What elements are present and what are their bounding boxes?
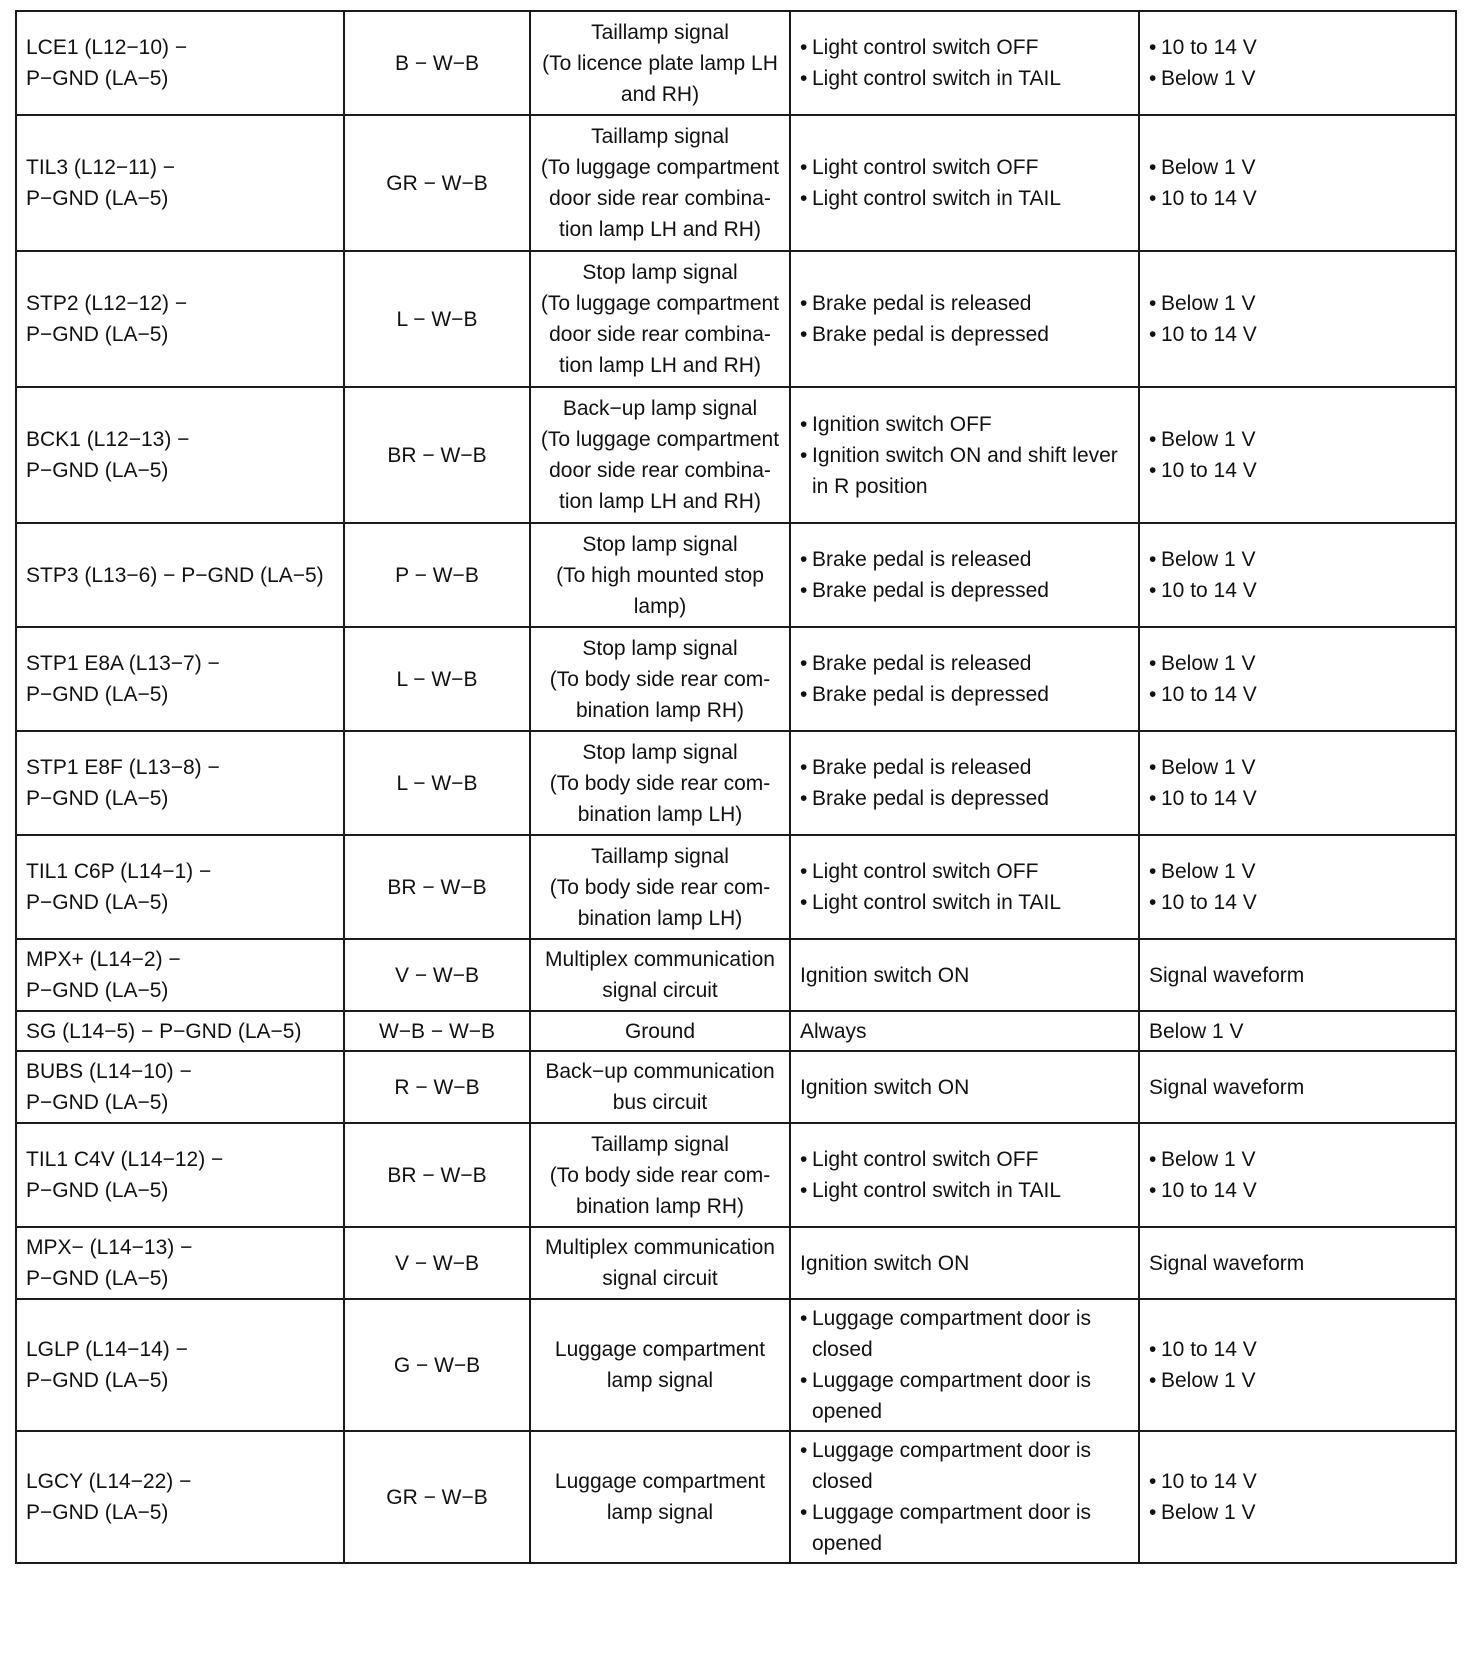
cell-line: (To body side rear com- [549,875,771,899]
condition-cell [790,11,1139,115]
cell-line: Stop lamp signal [582,532,738,556]
bullet-item: • Brake pedal is depressed [800,783,1129,814]
bullet-item: • 10 to 14 V [1149,887,1446,918]
terminal-description-cell [530,939,790,1011]
bullet-item: • Light control switch OFF [800,152,1129,183]
table-row [16,939,1456,1011]
terminal-no-cell [16,835,344,939]
wiring-color-cell: R − W−B [344,1051,530,1123]
cell-line: STP1 E8A (L13−7) − [26,652,220,675]
cell-line: (To licence plate lamp LH [542,51,778,75]
cell-line: (To body side rear com- [549,1163,771,1187]
cell-line: (To luggage compartment [540,292,780,315]
wiring-color-cell: V − W−B [344,1227,530,1299]
bullet-item: • Below 1 V [1149,1144,1446,1175]
wiring-color-cell: L − W−B [344,731,530,835]
bullet-item: • Brake pedal is released [800,288,1129,319]
cell-line: Multiplex communication [545,1236,775,1259]
cell-line: (To body side rear com- [549,667,771,691]
cell-line: signal circuit [602,979,718,1002]
terminal-description-cell [530,523,790,627]
cell-line: P−GND (LA−5) [26,1501,169,1524]
specified-condition-cell [1139,115,1456,251]
cell-line: door side rear combina- [549,323,771,346]
specified-condition-cell [1139,731,1456,835]
specified-condition-cell [1139,835,1456,939]
cell-line: P−GND (LA−5) [26,1179,169,1202]
wiring-color-cell: BR − W−B [344,1123,530,1227]
bullet-item: • Brake pedal is depressed [800,319,1129,350]
bullet-item: • Brake pedal is released [800,752,1129,783]
table-row [16,1123,1456,1227]
cell-line: Luggage compartment [554,1338,766,1361]
terminal-no-cell [16,627,344,731]
table-row [16,523,1456,627]
terminal-description-cell [530,1011,790,1051]
cell-line: lamp) [633,594,687,618]
terminal-no-cell [16,115,344,251]
cell-line: MPX− (L14−13) − [26,1236,193,1259]
terminal-description-cell [530,1227,790,1299]
cell-line: Signal waveform [1149,963,1305,987]
cell-line: Back−up communication [545,1060,775,1083]
cell-line: Taillamp signal [591,125,729,148]
terminal-description-cell [530,251,790,387]
condition-cell [790,1123,1139,1227]
bullet-item: • Below 1 V [1149,544,1446,575]
condition-cell [790,1051,1139,1123]
cell-line: LGLP (L14−14) − [26,1338,188,1361]
bullet-item: • Light control switch in TAIL [800,63,1129,94]
specified-condition-cell [1139,523,1456,627]
cell-line: and RH) [620,82,700,106]
wiring-color-cell: GR − W−B [344,1431,530,1563]
cell-line: Stop lamp signal [582,261,738,284]
specified-condition-cell [1139,1051,1456,1123]
bullet-item: • Brake pedal is depressed [800,679,1129,710]
cell-line: Below 1 V [1149,1019,1244,1043]
bullet-item: • Light control switch OFF [800,1144,1129,1175]
bullet-item: • Below 1 V [1149,288,1446,319]
bullet-item: • Below 1 V [1149,752,1446,783]
specified-condition-cell [1139,1011,1456,1051]
cell-line: (To luggage compartment [540,156,780,179]
wiring-color-cell: BR − W−B [344,387,530,523]
table-row [16,11,1456,115]
bullet-item: • 10 to 14 V [1149,679,1446,710]
bullet-item: • Light control switch in TAIL [800,183,1129,214]
bullet-item: • Brake pedal is released [800,544,1129,575]
table-row [16,1227,1456,1299]
bullet-item: • Below 1 V [1149,424,1446,455]
cell-line: Signal waveform [1149,1075,1305,1099]
cell-line: tion lamp LH and RH) [559,490,761,513]
terminal-description-cell [530,11,790,115]
terminal-no-cell [16,251,344,387]
cell-line: P−GND (LA−5) [26,1369,169,1392]
bullet-item: • Luggage compartment door is closed [800,1435,1129,1497]
bullet-item: • Below 1 V [1149,856,1446,887]
cell-line: TIL1 C6P (L14−1) − [26,860,212,883]
wiring-color-cell: BR − W−B [344,835,530,939]
bullet-item: • Brake pedal is released [800,648,1129,679]
wiring-color-cell: V − W−B [344,939,530,1011]
cell-line: (To high mounted stop [556,563,764,587]
terminal-no-cell [16,1299,344,1431]
cell-line: Signal waveform [1149,1251,1305,1275]
bullet-item: • Ignition switch ON and shift lever in R position [800,440,1129,502]
bullet-item: • Below 1 V [1149,648,1446,679]
condition-cell [790,251,1139,387]
cell-line: TIL3 (L12−11) − [26,156,176,179]
terminal-no-cell [16,11,344,115]
cell-line: P−GND (LA−5) [26,787,169,810]
condition-cell [790,835,1139,939]
cell-line: Stop lamp signal [582,740,738,764]
bullet-item: • Light control switch in TAIL [800,887,1129,918]
condition-cell [790,627,1139,731]
terminal-no-cell [16,1051,344,1123]
cell-line: bination lamp LH) [577,802,743,826]
cell-line: P−GND (LA−5) [26,683,169,706]
terminal-no-cell [16,1123,344,1227]
bullet-item: • Ignition switch OFF [800,409,1129,440]
terminal-description-cell [530,1431,790,1563]
table-row [16,731,1456,835]
terminal-no-cell [16,731,344,835]
terminal-description-cell [530,1299,790,1431]
cell-line: door side rear combina- [549,187,771,210]
condition-cell [790,387,1139,523]
terminal-voltage-table-page [15,10,1455,1564]
cell-line: LCE1 (L12−10) − [26,36,188,59]
bullet-item: • 10 to 14 V [1149,183,1446,214]
cell-line: STP3 (L13−6) − P−GND (LA−5) [26,563,324,587]
bullet-item: • 10 to 14 V [1149,319,1446,350]
terminal-description-cell [530,1051,790,1123]
bullet-item: • Below 1 V [1149,152,1446,183]
bullet-item: • Below 1 V [1149,1365,1446,1396]
wiring-color-cell: GR − W−B [344,115,530,251]
cell-line: BUBS (L14−10) − [26,1060,192,1083]
table-body [16,11,1456,1563]
cell-line: bination lamp LH) [577,906,743,930]
cell-line: Taillamp signal [591,1132,729,1156]
bullet-item: • 10 to 14 V [1149,1175,1446,1206]
terminal-no-cell [16,1431,344,1563]
wiring-color-cell: P − W−B [344,523,530,627]
terminal-description-cell [530,387,790,523]
terminal-no-cell [16,523,344,627]
condition-cell [790,1431,1139,1563]
terminal-description-cell [530,731,790,835]
bullet-item: • 10 to 14 V [1149,1466,1446,1497]
terminal-no-cell [16,1011,344,1051]
cell-line: lamp signal [606,1369,714,1392]
terminal-description-cell [530,627,790,731]
cell-line: Back−up lamp signal [562,397,758,420]
condition-cell [790,1299,1139,1431]
cell-line: bination lamp RH) [575,698,745,722]
terminal-no-cell [16,939,344,1011]
condition-cell [790,731,1139,835]
cell-line: Always [800,1019,867,1043]
table-row [16,1431,1456,1563]
terminal-description-cell [530,835,790,939]
cell-line: Stop lamp signal [582,636,738,660]
terminal-no-cell [16,387,344,523]
cell-line: MPX+ (L14−2) − [26,948,181,971]
cell-line: P−GND (LA−5) [26,187,169,210]
condition-cell [790,1011,1139,1051]
bullet-item: • Light control switch OFF [800,32,1129,63]
cell-line: bination lamp RH) [575,1194,745,1218]
wiring-color-cell: L − W−B [344,251,530,387]
cell-line: Luggage compartment [554,1470,766,1493]
cell-line: SG (L14−5) − P−GND (LA−5) [26,1019,302,1043]
bullet-item: • Brake pedal is depressed [800,575,1129,606]
cell-line: lamp signal [606,1501,714,1524]
table-row [16,835,1456,939]
cell-line: (To body side rear com- [549,771,771,795]
cell-line: Taillamp signal [591,844,729,868]
table-row [16,1051,1456,1123]
cell-line: STP2 (L12−12) − [26,292,188,315]
terminal-voltage-table [15,10,1457,1564]
cell-line: Ground [624,1019,696,1043]
bullet-item: • Below 1 V [1149,63,1446,94]
wiring-color-cell: G − W−B [344,1299,530,1431]
cell-line: TIL1 C4V (L14−12) − [26,1148,224,1171]
specified-condition-cell [1139,627,1456,731]
bullet-item: • Light control switch OFF [800,856,1129,887]
specified-condition-cell [1139,11,1456,115]
table-row [16,1299,1456,1431]
table-row [16,251,1456,387]
bullet-item: • 10 to 14 V [1149,32,1446,63]
cell-line: P−GND (LA−5) [26,1091,169,1114]
cell-line: Multiplex communication [545,948,775,971]
bullet-item: • Luggage compartment door is opened [800,1365,1129,1427]
cell-line: P−GND (LA−5) [26,979,169,1002]
wiring-color-cell: W−B − W−B [344,1011,530,1051]
bullet-item: • 10 to 14 V [1149,575,1446,606]
bullet-item: • 10 to 14 V [1149,1334,1446,1365]
specified-condition-cell [1139,1227,1456,1299]
condition-cell [790,1227,1139,1299]
cell-line: tion lamp LH and RH) [559,354,761,377]
bullet-item: • Light control switch in TAIL [800,1175,1129,1206]
cell-line: P−GND (LA−5) [26,459,169,482]
cell-line: Taillamp signal [591,20,729,44]
cell-line: tion lamp LH and RH) [559,218,761,241]
terminal-description-cell [530,1123,790,1227]
table-row [16,387,1456,523]
cell-line: bus circuit [612,1091,708,1114]
condition-cell [790,939,1139,1011]
bullet-item: • Luggage compartment door is opened [800,1497,1129,1559]
wiring-color-cell: B − W−B [344,11,530,115]
cell-line: door side rear combina- [549,459,771,482]
cell-line: Ignition switch ON [800,1075,970,1099]
condition-cell [790,115,1139,251]
terminal-no-cell [16,1227,344,1299]
bullet-item: • 10 to 14 V [1149,455,1446,486]
bullet-item: • 10 to 14 V [1149,783,1446,814]
cell-line: P−GND (LA−5) [26,323,169,346]
specified-condition-cell [1139,387,1456,523]
table-row [16,1011,1456,1051]
table-row [16,115,1456,251]
cell-line: BCK1 (L12−13) − [26,428,190,451]
cell-line: signal circuit [602,1267,718,1290]
terminal-description-cell [530,115,790,251]
bullet-item: • Luggage compartment door is closed [800,1303,1129,1365]
cell-line: P−GND (LA−5) [26,891,169,914]
cell-line: P−GND (LA−5) [26,1267,169,1290]
specified-condition-cell [1139,939,1456,1011]
cell-line: Ignition switch ON [800,963,970,987]
specified-condition-cell [1139,1299,1456,1431]
wiring-color-cell: L − W−B [344,627,530,731]
condition-cell [790,523,1139,627]
specified-condition-cell [1139,251,1456,387]
cell-line: LGCY (L14−22) − [26,1470,192,1493]
cell-line: Ignition switch ON [800,1251,970,1275]
cell-line: (To luggage compartment [540,428,780,451]
table-row [16,627,1456,731]
specified-condition-cell [1139,1431,1456,1563]
bullet-item: • Below 1 V [1149,1497,1446,1528]
cell-line: STP1 E8F (L13−8) − [26,756,220,779]
specified-condition-cell [1139,1123,1456,1227]
cell-line: P−GND (LA−5) [26,67,169,90]
